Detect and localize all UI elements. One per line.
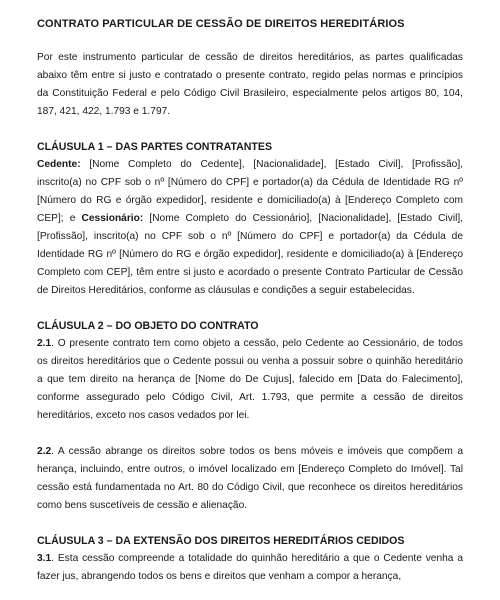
clause-2-1-text: . O presente contrato tem como objeto a cessão, pelo Cedente ao Cessionário, de todos os direitos hereditários que o Cedente possui ou venha a possuir sobre o quinhão hereditário a que tem direito na herança de [Nome do De Cujus], falecido em [Data do Falecimento], conforme assegurado pelo Código Civil, Art. 1.793, que permite a cessão de direitos hereditários, exceto nos casos vedados por lei. bbox=[37, 338, 463, 421]
cedente-label: Cedente: bbox=[37, 159, 81, 170]
clause-2-1-number: 2.1 bbox=[37, 338, 52, 349]
clause-2-2-number: 2.2 bbox=[37, 446, 52, 457]
preamble-paragraph: Por este instrumento particular de cessão de direitos hereditários, as partes qualificadas abaixo têm entre si justo e contratado o presente contrato, regido pelas normas e princípios da Constituição Federal e pelo Código Civil Brasileiro, especialmente pelos artigos 80, 104, 187, 421, 422, 1.793 e 1.797. bbox=[37, 52, 463, 117]
clause-3-1-paragraph bbox=[37, 550, 463, 586]
clause-3-1-text: . Esta cessão compreende a totalidade do quinhão hereditário a que o Cedente venha a fazer jus, abrangendo todos os bens e direitos que venham a compor a herança, bbox=[37, 553, 463, 582]
clause-1-heading: CLÁUSULA 1 – DAS PARTES CONTRATANTES bbox=[37, 141, 273, 153]
cessionario-text: [Nome Completo do Cessionário], [Nacionalidade], [Estado Civil], [Profissão], inscrito(a) no CPF sob o nº [Número do CPF] e portador(a) da Cédula de Identidade RG nº [Número do RG e órgão expedidor], residente e domiciliado(a) à [Endereço Completo com CEP], têm entre si justo e acordado o presente Contrato Particular de Cessão de Direitos Hereditários, conforme as cláusulas e condições a seguir estabelecidas. bbox=[37, 213, 464, 296]
clause-2-1-paragraph bbox=[37, 335, 463, 425]
clause-2-heading: CLÁUSULA 2 – DO OBJETO DO CONTRATO bbox=[37, 320, 259, 332]
clause-2-2-paragraph bbox=[37, 443, 463, 515]
clause-3-heading: CLÁUSULA 3 – DA EXTENSÃO DOS DIREITOS HEREDITÁRIOS CEDIDOS bbox=[37, 535, 405, 547]
clause-3-1-number: 3.1 bbox=[37, 553, 52, 564]
clause-1-paragraph bbox=[37, 156, 463, 300]
document-title: CONTRATO PARTICULAR DE CESSÃO DE DIREITOS HEREDITÁRIOS bbox=[37, 18, 405, 30]
clause-2-2-text: . A cessão abrange os direitos sobre todos os bens móveis e imóveis que compõem a herança, incluindo, entre outros, o imóvel localizado em [Endereço Completo do Imóvel]. Tal cessão está fundamentada no Art. 80 do Código Civil, que reconhece os direitos hereditários como bens suscetíveis de cessão e alienação. bbox=[37, 446, 463, 511]
cedente-text: [Nome Completo do Cedente], [Nacionalidade], [Estado Civil], [Profissão], inscrito(a) no CPF sob o nº [Número do CPF] e portador(a) da Cédula de Identidade RG nº [Número do RG e órgão expedidor], residente e domiciliado(a) à [Endereço Completo com CEP]; e bbox=[37, 159, 463, 224]
cessionario-label: Cessionário: bbox=[81, 213, 144, 224]
